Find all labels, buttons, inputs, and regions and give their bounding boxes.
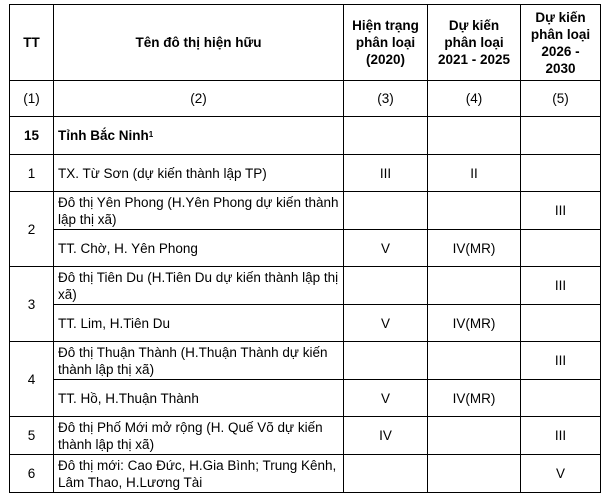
row-tt: 4 (10, 342, 54, 417)
row-plan-2026 (521, 305, 601, 342)
row-current: III (344, 155, 428, 192)
index-cell-3: (3) (344, 81, 428, 117)
row-current (344, 192, 428, 230)
province-plan-2026 (521, 117, 601, 155)
row-plan-2021 (428, 267, 521, 305)
row-current: V (344, 380, 428, 417)
row-tt: 2 (10, 192, 54, 267)
row-current (344, 267, 428, 305)
row-current (344, 455, 428, 493)
row-tt: 6 (10, 455, 54, 493)
header-row (10, 5, 601, 81)
row-plan-2021: IV(MR) (428, 230, 521, 267)
row-name: Đô thị Tiên Du (H.Tiên Du dự kiến thành lập thị xã) (54, 267, 344, 305)
row-plan-2026: III (521, 192, 601, 230)
row-name: TX. Từ Sơn (dự kiến thành lập TP) (54, 155, 344, 192)
row-current: V (344, 230, 428, 267)
table-row (10, 380, 601, 417)
table-row (10, 342, 601, 380)
table-row (10, 230, 601, 267)
row-tt: 1 (10, 155, 54, 192)
row-tt: 3 (10, 267, 54, 342)
province-current (344, 117, 428, 155)
row-plan-2021 (428, 342, 521, 380)
province-name (54, 117, 344, 155)
row-plan-2021: IV(MR) (428, 305, 521, 342)
table-row (10, 192, 601, 230)
header-name: Tên đô thị hiện hữu (54, 5, 344, 81)
row-plan-2021: II (428, 155, 521, 192)
table-row (10, 305, 601, 342)
urban-classification-table (9, 4, 601, 493)
row-plan-2026: III (521, 267, 601, 305)
row-plan-2026: V (521, 455, 601, 493)
row-plan-2021 (428, 192, 521, 230)
row-plan-2021 (428, 417, 521, 455)
row-plan-2026: III (521, 342, 601, 380)
index-cell-2: (2) (54, 81, 344, 117)
row-current: IV (344, 417, 428, 455)
index-cell-5: (5) (521, 81, 601, 117)
province-name-text: Tỉnh Bắc Ninh (58, 128, 149, 143)
table-row (10, 417, 601, 455)
header-plan-2021: Dự kiến phân loại 2021 - 2025 (428, 5, 521, 81)
row-name: Đô thị Thuận Thành (H.Thuận Thành dự kiến thành lập thị xã) (54, 342, 344, 380)
row-plan-2026: III (521, 417, 601, 455)
row-current (344, 342, 428, 380)
row-name: TT. Lim, H.Tiên Du (54, 305, 344, 342)
row-name: Đô thị Yên Phong (H.Yên Phong dự kiến thành lập thị xã) (54, 192, 344, 230)
table-row (10, 267, 601, 305)
index-cell-1: (1) (10, 81, 54, 117)
row-tt: 5 (10, 417, 54, 455)
row-plan-2026 (521, 155, 601, 192)
province-plan-2021 (428, 117, 521, 155)
index-cell-4: (4) (428, 81, 521, 117)
header-plan-2026: Dự kiến phân loại 2026 - 2030 (521, 5, 601, 81)
header-tt: TT (10, 5, 54, 81)
province-tt: 15 (10, 117, 54, 155)
header-current: Hiện trạng phân loại (2020) (344, 5, 428, 81)
row-plan-2021: IV(MR) (428, 380, 521, 417)
row-plan-2021 (428, 455, 521, 493)
row-plan-2026 (521, 230, 601, 267)
row-name: TT. Chờ, H. Yên Phong (54, 230, 344, 267)
row-name: TT. Hồ, H.Thuận Thành (54, 380, 344, 417)
table-row (10, 455, 601, 493)
row-name: Đô thị mới: Cao Đức, H.Gia Bình; Trung Kênh, Lâm Thao, H.Lương Tài (54, 455, 344, 493)
row-current: V (344, 305, 428, 342)
table-row (10, 155, 601, 192)
province-row (10, 117, 601, 155)
row-name: Đô thị Phố Mới mở rộng (H. Quế Võ dự kiến thành lập thị xã) (54, 417, 344, 455)
index-row (10, 81, 601, 117)
row-plan-2026 (521, 380, 601, 417)
province-footnote: 1 (148, 130, 154, 139)
